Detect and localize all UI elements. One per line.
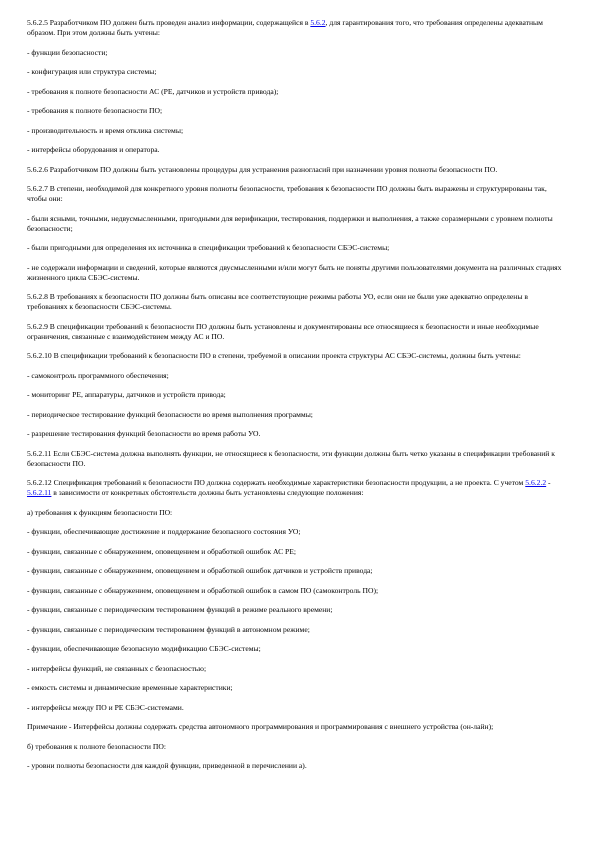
paragraph-text: в зависимости от конкретных обстоятельств должны быть установлены следующие положения: [51,488,364,497]
paragraph: - интерфейсы между ПО и PE СБЭС-системами. [27,702,184,712]
paragraph: - мониторинг PE, аппаратуры, датчиков и устройств привода; [27,390,226,399]
section-link[interactable]: 5.6.2.11 [27,488,52,497]
paragraph: - требования к полноте безопасности АС (PE, датчиков и устройств привода); [27,86,279,96]
paragraph: 5.6.2.6 Разработчиком ПО должны быть установлены процедуры для устранения разногласий при назначении уровня полноты безопасности ПО. [27,164,498,174]
paragraph: - функции, связанные с периодическим тестированием функций в режиме реального времени; [27,605,333,614]
paragraph: - самоконтроль программного обеспечения; [27,370,169,380]
paragraph: - интерфейсы функций, не связанных с безопасностью; [27,663,207,673]
paragraph: - периодическое тестирование функций безопасности во время выполнения программы; [27,409,313,419]
paragraph: - были пригодными для определения их источника в спецификации требований к безопасности СБЭС-системы; [27,243,390,252]
paragraph: - разрешение тестирования функций безопасности во время работы УО. [27,429,261,438]
paragraph: - не содержали информации и сведений, которые являются двусмысленными и/или могут быть не поняты другими пользователями документа на различных стадиях жизненного цикла СБЭС-системы. [27,262,562,282]
paragraph: - функции, обеспечивающие достижение и поддержание безопасного состояния УО; [27,527,301,536]
paragraph: - интерфейсы оборудования и оператора. [27,145,160,154]
paragraph: 5.6.2.11 Если СБЭС-система должна выполнять функции, не относящиеся к безопасности, эти функции должны быть четко указаны в спецификации требований к безопасности ПО. [27,448,555,468]
paragraph: - уровни полноты безопасности для каждой функции, приведенной в перечислении а). [27,761,307,770]
paragraph: - требования к полноте безопасности ПО; [27,106,163,115]
paragraph: 5.6.2.10 В спецификации требований к безопасности ПО в степени, требуемой в описании проекта структуры АС СБЭС-системы, должны быть учтены: [27,351,521,360]
section-link[interactable]: 5.6.2.2 [525,478,547,487]
paragraph: - функции, связанные с обнаружением, оповещением и обработкой ошибок в самом ПО (самоконтроль ПО); [27,585,379,595]
paragraph: - функции, связанные с обнаружением, оповещением и обработкой ошибок АС PE; [27,546,297,556]
paragraph: - были ясными, точными, недвусмысленными, пригодными для верификации, тестирования, поддержки и выполнения, а также соразмерными с уровнем полноты безопасности; [27,213,553,233]
paragraph: 5.6.2.9 В спецификации требований к безопасности ПО должны быть установлены и документированы все относящиеся к безопасности и иные необходимые ограничения, связанные с взаимодействием между АС и ПО. [27,321,539,341]
paragraph: - емкость системы и динамические временные характеристики; [27,683,233,692]
paragraph: - конфигурация или структура системы; [27,67,157,76]
paragraph-text: 5.6.2.12 Спецификация требований к безопасности ПО должна содержать необходимые характеристики безопасности продукции, а не проекта. С учетом [27,478,526,487]
section-link[interactable]: 5.6.2 [310,18,326,27]
paragraph-text: , для гарантирования того, что требования определены адекватным образом. При этом должны быть учтены: [27,18,543,37]
paragraph-text: 5.6.2.5 Разработчиком ПО должен быть проведен анализ информации, содержащейся в [27,18,311,27]
paragraph: - производительность и время отклика системы; [27,125,184,135]
paragraph-text: - [546,478,551,487]
paragraph: а) требования к функциям безопасности ПО: [27,507,173,517]
paragraph: - функции, связанные с обнаружением, оповещением и обработкой ошибок датчиков и устройств привода; [27,566,373,575]
paragraph: - функции, обеспечивающие безопасную модификацию СБЭС-системы; [27,644,261,653]
paragraph: Примечание - Интерфейсы должны содержать средства автономного программирования и программирования с внешнего устройства (он-лайн); [27,722,494,731]
paragraph: - функции, связанные с периодическим тестированием функций в автономном режиме; [27,624,310,634]
paragraph [27,478,565,498]
paragraph: - функции безопасности; [27,47,108,57]
paragraph: 5.6.2.8 В требованиях к безопасности ПО должны быть описаны все соответствующие режимы работы УО, если они не были уже адекватно определены в требованиях к безопасности СБЭС-системы. [27,292,528,311]
paragraph [27,18,565,38]
paragraph: 5.6.2.7 В степени, необходимой для конкретного уровня полноты безопасности, требования к безопасности ПО должны быть выражены и структурированы так, чтобы они: [27,184,547,203]
paragraph: б) требования к полноте безопасности ПО: [27,741,166,751]
